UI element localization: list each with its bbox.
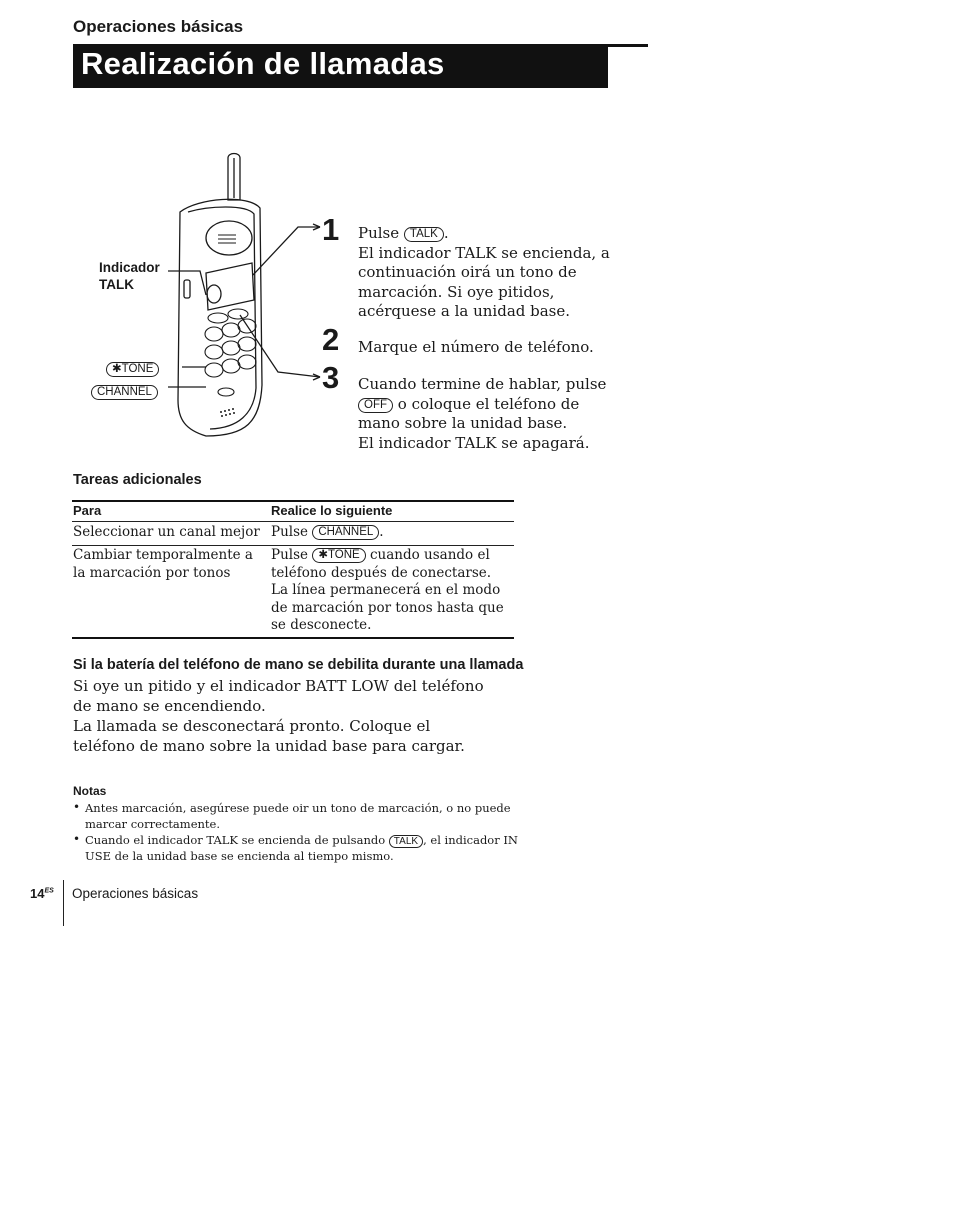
page-number: $14^{ES}$ [30, 886, 54, 901]
page-title: Realización de llamadas [81, 46, 445, 81]
step-1-number: 1 [322, 212, 340, 247]
table-rule [72, 545, 514, 546]
section-header: Operaciones básicas [73, 17, 244, 36]
battery-paragraph-2: La llamada se desconectará pronto. Coloque el teléfono de mano sobre la unidad base para cargar. [73, 717, 465, 755]
talk-indicator-label: Indicador [99, 260, 160, 275]
table-header-para: Para [73, 503, 102, 518]
talk-indicator-label-2: TALK [99, 277, 134, 292]
table-header-realice: Realice lo siguiente [271, 503, 393, 518]
footer-divider [63, 880, 64, 926]
step-3-number: 3 [322, 360, 340, 395]
step-2-number: 2 [322, 322, 340, 357]
battery-paragraph-1: Si oye un pitido y el indicador BATT LOW del teléfono de mano se encendiendo. [73, 677, 484, 715]
table-rule [72, 500, 514, 502]
channel-button-label: CHANNEL [91, 381, 158, 400]
talk-button-ref: TALK [404, 227, 444, 242]
battery-section-title: Si la batería del teléfono de mano se debilita durante una llamada [73, 657, 524, 673]
table-cell-para: Cambiar temporalmente a la marcación por tonos [73, 547, 253, 581]
tone-button-label: ✱TONE [106, 358, 159, 377]
notes-title: Notas [73, 784, 107, 798]
bullet-icon: • [73, 800, 81, 814]
note-item: Cuando el indicador TALK se encienda de pulsando TALK , el indicador IN USE de la unidad base se encienda al tiempo mismo. [85, 833, 518, 863]
table-cell-para: Seleccionar un canal mejor [73, 524, 260, 540]
bullet-icon: • [73, 832, 81, 846]
note-item: Antes marcación, asegúrese puede oir un tono de marcación, o no puede marcar correctamente. [85, 801, 511, 831]
table-cell-action: Pulse CHANNEL . [271, 524, 384, 540]
step-1-text: Pulse TALK . El indicador TALK se encienda, a continuación oirá un tono de marcación. Si oye pitidos, acérquese a la unidad base. [358, 224, 610, 320]
footer-section-name: Operaciones básicas [72, 886, 199, 901]
table-cell-action: Pulse ✱TONE cuando usando el teléfono después de conectarse. La línea permanecerá en el modo de marcación por tonos hasta que se desconecte. [271, 547, 504, 633]
table-rule [72, 637, 514, 639]
off-button-ref: OFF [358, 398, 393, 413]
step-2-text: Marque el número de teléfono. [358, 338, 594, 356]
step-3-text: Cuando termine de hablar, pulse OFF o coloque el teléfono de mano sobre la unidad base. El indicador TALK se apagará. [358, 375, 607, 452]
tareas-title: Tareas adicionales [73, 472, 202, 488]
table-rule [72, 521, 514, 522]
phone-illustration [88, 150, 338, 445]
